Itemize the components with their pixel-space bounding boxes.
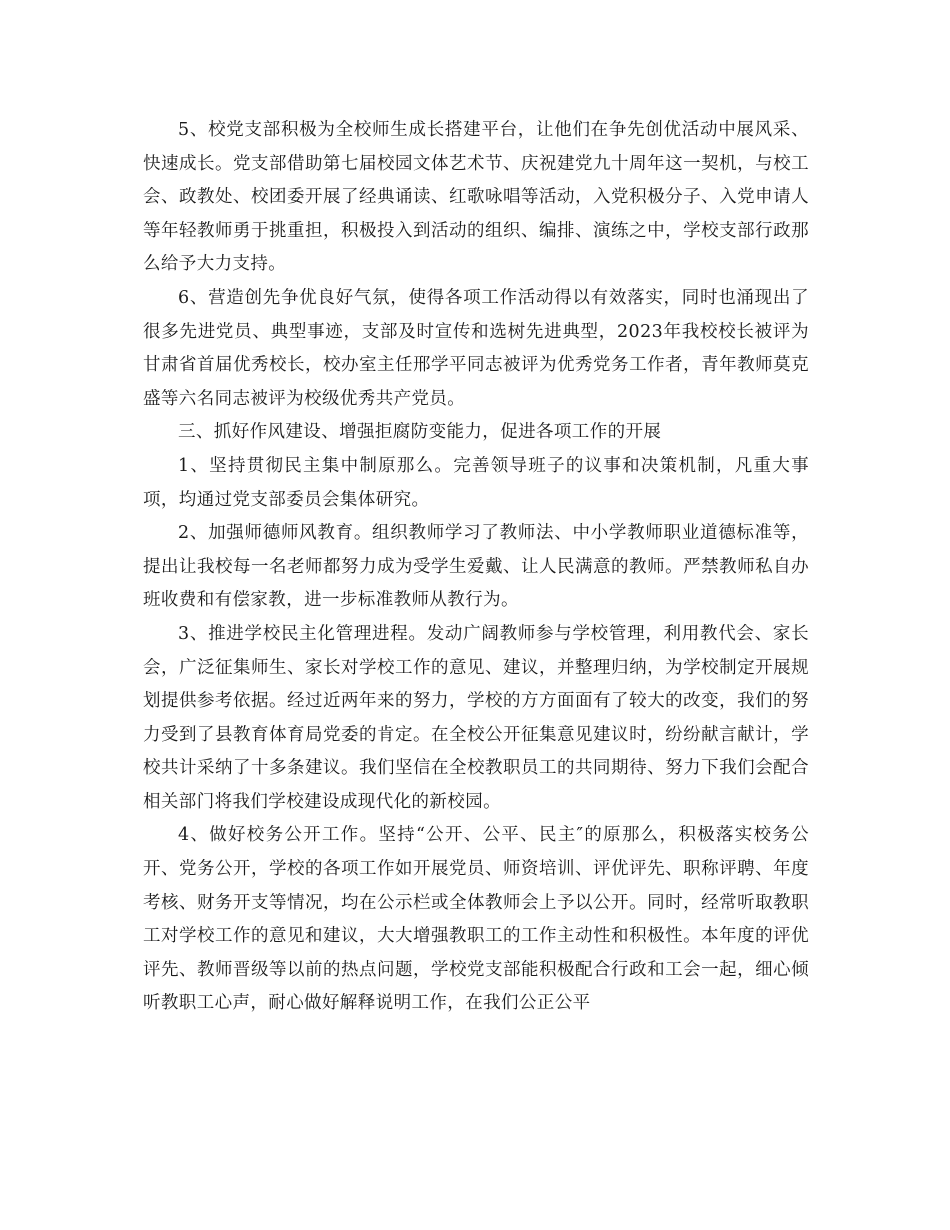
paragraph-2-ethics: 2、加强师德师风教育。组织教师学习了教师法、中小学教师职业道德标准等，提出让我校每一名老师都努力成为受学生爱戴、让人民满意的教师。严禁教师私自办班收费和有偿家教，进一步标准教师从教行为。 <box>143 523 809 611</box>
document-body <box>143 114 809 1021</box>
paragraph-3-democratic-management: 3、推进学校民主化管理进程。发动广阔教师参与学校管理，利用教代会、家长会，广泛征集师生、家长对学校工作的意见、建议，并整理归纳，为学校制定开展规划提供参考依据。经过近两年来的努力，学校的方方面面有了较大的改变，我们的努力受到了县教育体育局党委的肯定。在全校公开征集意见建议时，纷纷献言献计，学校共计采纳了十多条建议。我们坚信在全校教职员工的共同期待、努力下我们会配合相关部门将我们学校建设成现代化的新校园。 <box>143 623 809 812</box>
paragraph-1-centralism: 1、坚持贯彻民主集中制原那么。完善领导班子的议事和决策机制，凡重大事项，均通过党支部委员会集体研究。 <box>143 455 809 510</box>
paragraph-4-affairs-disclosure: 4、做好校务公开工作。坚持“公开、公平、民主″的原那么，积极落实校务公开、党务公开，学校的各项工作如开展党员、师资培训、评优评先、职称评聘、年度考核、财务开支等情况，均在公示栏或全体教师会上予以公开。同时，经常听取教职工对学校工作的意见和建议，大大增强教职工的工作主动性和积极性。本年度的评优评先、教师晋级等以前的热点问题，学校党支部能积极配合行政和工会一起，细心倾听教职工心声，耐心做好解释说明工作，在我们公正公平 <box>143 825 809 1014</box>
paragraph-6-atmosphere: 6、营造创先争优良好气氛，使得各项工作活动得以有效落实，同时也涌现出了很多先进党员、典型事迹，支部及时宣传和选树先进典型，2023年我校校长被评为甘肃省首届优秀校长，校办室主任邢学平同志被评为优秀党务工作者，青年教师莫克盛等六名同志被评为校级优秀共产党员。 <box>143 287 809 409</box>
section-heading-three: 三、抓好作风建设、增强拒腐防变能力，促进各项工作的开展 <box>178 422 662 443</box>
paragraph-5-platform: 5、校党支部积极为全校师生成长搭建平台，让他们在争先创优活动中展风采、快速成长。党支部借助第七届校园文体艺术节、庆祝建党九十周年这一契机，与校工会、政教处、校团委开展了经典诵读、红歌咏唱等活动，入党积极分子、入党申请人等年轻教师勇于挑重担，积极投入到活动的组织、编排、演练之中，学校支部行政那么给予大力支持。 <box>143 120 809 275</box>
